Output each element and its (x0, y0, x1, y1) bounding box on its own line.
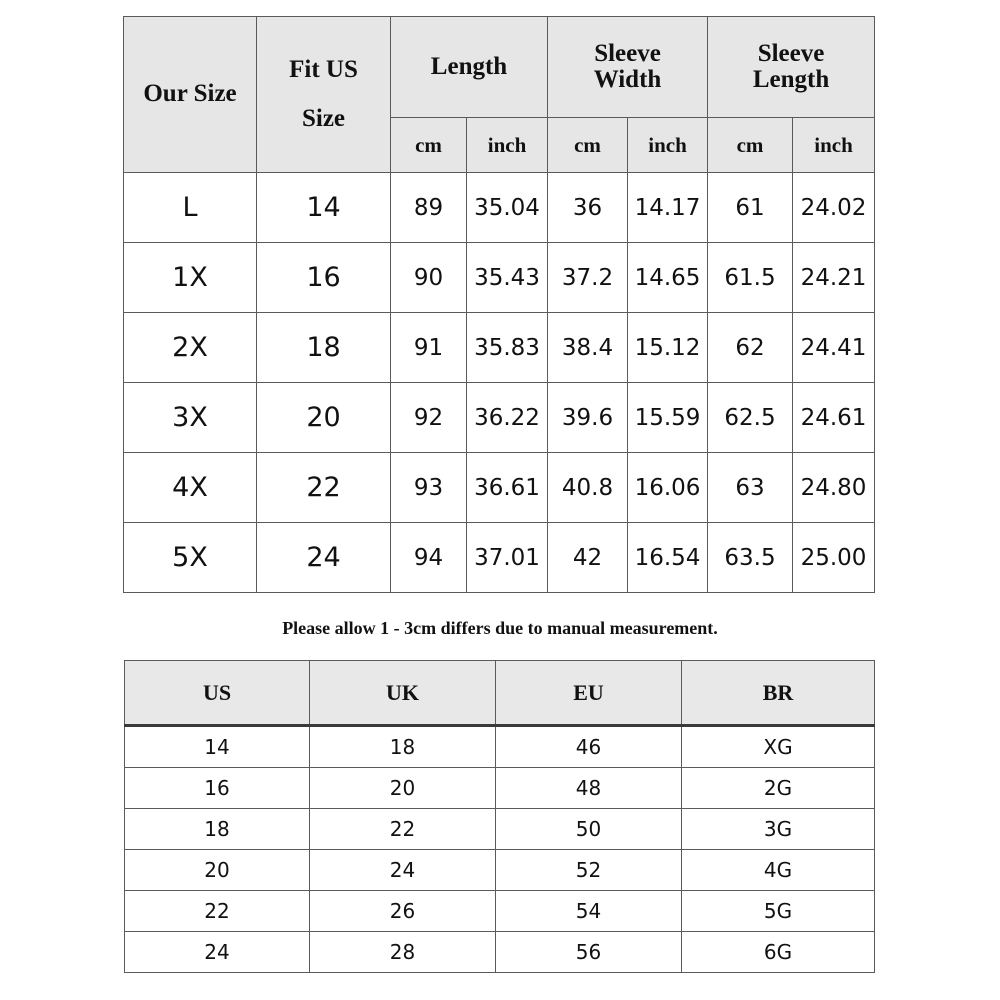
cell-length-inch: 36.22 (467, 383, 548, 453)
cell-uk: 18 (310, 726, 496, 768)
table-row (125, 850, 875, 891)
header-length: Length (391, 17, 548, 118)
cell-sleeve-length-cm: 63.5 (708, 523, 793, 593)
cell-our-size: L (124, 173, 257, 243)
header-fit-us-line2: Size (301, 104, 346, 132)
cell-fit-us: 24 (257, 523, 391, 593)
table-row (124, 173, 875, 243)
cell-eu: 54 (496, 891, 682, 932)
table-row (124, 523, 875, 593)
header-fit-us-size (257, 17, 391, 173)
header-br: BR (682, 661, 875, 726)
cell-sleeve-width-inch: 16.54 (628, 523, 708, 593)
cell-our-size: 3X (124, 383, 257, 453)
cell-us: 24 (125, 932, 310, 973)
cell-eu: 50 (496, 809, 682, 850)
cell-sleeve-width-cm: 39.6 (548, 383, 628, 453)
table-row (124, 383, 875, 453)
cell-our-size: 1X (124, 243, 257, 313)
cell-eu: 52 (496, 850, 682, 891)
cell-fit-us: 20 (257, 383, 391, 453)
cell-sleeve-width-inch: 14.17 (628, 173, 708, 243)
cell-eu: 46 (496, 726, 682, 768)
cell-sleeve-width-inch: 16.06 (628, 453, 708, 523)
header-us: US (125, 661, 310, 726)
cell-br: 3G (682, 809, 875, 850)
cell-fit-us: 16 (257, 243, 391, 313)
cell-uk: 24 (310, 850, 496, 891)
cell-uk: 26 (310, 891, 496, 932)
cell-sleeve-width-cm: 40.8 (548, 453, 628, 523)
header-fit-us-line1: Fit US (289, 56, 358, 84)
unit-header: cm (548, 118, 628, 173)
cell-length-cm: 90 (391, 243, 467, 313)
cell-sleeve-length-cm: 61 (708, 173, 793, 243)
unit-header: inch (793, 118, 875, 173)
table-row (125, 891, 875, 932)
cell-eu: 56 (496, 932, 682, 973)
cell-br: 2G (682, 768, 875, 809)
cell-us: 20 (125, 850, 310, 891)
size-conversion-table (124, 660, 875, 973)
cell-sleeve-width-cm: 42 (548, 523, 628, 593)
cell-our-size: 4X (124, 453, 257, 523)
cell-sleeve-length-inch: 24.80 (793, 453, 875, 523)
cell-length-inch: 36.61 (467, 453, 548, 523)
header-sleeve-width-line1: Sleeve (594, 39, 661, 67)
header-sleeve-width (548, 17, 708, 118)
header-eu: EU (496, 661, 682, 726)
cell-sleeve-length-cm: 62.5 (708, 383, 793, 453)
cell-length-inch: 35.43 (467, 243, 548, 313)
cell-us: 16 (125, 768, 310, 809)
cell-uk: 22 (310, 809, 496, 850)
cell-sleeve-length-cm: 61.5 (708, 243, 793, 313)
cell-sleeve-length-inch: 25.00 (793, 523, 875, 593)
cell-sleeve-length-cm: 62 (708, 313, 793, 383)
cell-length-cm: 92 (391, 383, 467, 453)
table-row (124, 453, 875, 523)
table-row (124, 313, 875, 383)
cell-sleeve-width-inch: 14.65 (628, 243, 708, 313)
header-sleeve-width-line2: Width (593, 66, 662, 93)
cell-sleeve-width-inch: 15.59 (628, 383, 708, 453)
table-row (124, 243, 875, 313)
cell-sleeve-width-cm: 37.2 (548, 243, 628, 313)
cell-us: 18 (125, 809, 310, 850)
table-row (125, 932, 875, 973)
cell-length-inch: 37.01 (467, 523, 548, 593)
cell-uk: 20 (310, 768, 496, 809)
unit-header: inch (467, 118, 548, 173)
cell-br: 6G (682, 932, 875, 973)
cell-br: 4G (682, 850, 875, 891)
cell-sleeve-length-inch: 24.21 (793, 243, 875, 313)
cell-fit-us: 22 (257, 453, 391, 523)
table-row (125, 726, 875, 768)
cell-br: XG (682, 726, 875, 768)
cell-eu: 48 (496, 768, 682, 809)
cell-length-inch: 35.83 (467, 313, 548, 383)
measurement-note: Please allow 1 - 3cm differs due to manual measurement. (282, 618, 718, 638)
header-sleeve-length-line2: Length (752, 66, 830, 93)
header-uk: UK (310, 661, 496, 726)
cell-sleeve-width-cm: 38.4 (548, 313, 628, 383)
cell-our-size: 5X (124, 523, 257, 593)
table-row (125, 768, 875, 809)
cell-length-cm: 94 (391, 523, 467, 593)
size-chart-table (123, 16, 875, 593)
cell-sleeve-width-cm: 36 (548, 173, 628, 243)
table-row (125, 809, 875, 850)
cell-sleeve-length-inch: 24.41 (793, 313, 875, 383)
cell-length-cm: 89 (391, 173, 467, 243)
cell-length-cm: 91 (391, 313, 467, 383)
cell-sleeve-width-inch: 15.12 (628, 313, 708, 383)
header-our-size: Our Size (124, 17, 257, 173)
cell-length-inch: 35.04 (467, 173, 548, 243)
unit-header: cm (708, 118, 793, 173)
header-sleeve-length-line1: Sleeve (757, 39, 825, 67)
cell-fit-us: 18 (257, 313, 391, 383)
cell-length-cm: 93 (391, 453, 467, 523)
cell-uk: 28 (310, 932, 496, 973)
cell-sleeve-length-inch: 24.02 (793, 173, 875, 243)
cell-us: 14 (125, 726, 310, 768)
cell-br: 5G (682, 891, 875, 932)
cell-fit-us: 14 (257, 173, 391, 243)
header-sleeve-length (708, 17, 875, 118)
unit-header: cm (391, 118, 467, 173)
unit-header: inch (628, 118, 708, 173)
cell-our-size: 2X (124, 313, 257, 383)
cell-sleeve-length-inch: 24.61 (793, 383, 875, 453)
cell-us: 22 (125, 891, 310, 932)
cell-sleeve-length-cm: 63 (708, 453, 793, 523)
